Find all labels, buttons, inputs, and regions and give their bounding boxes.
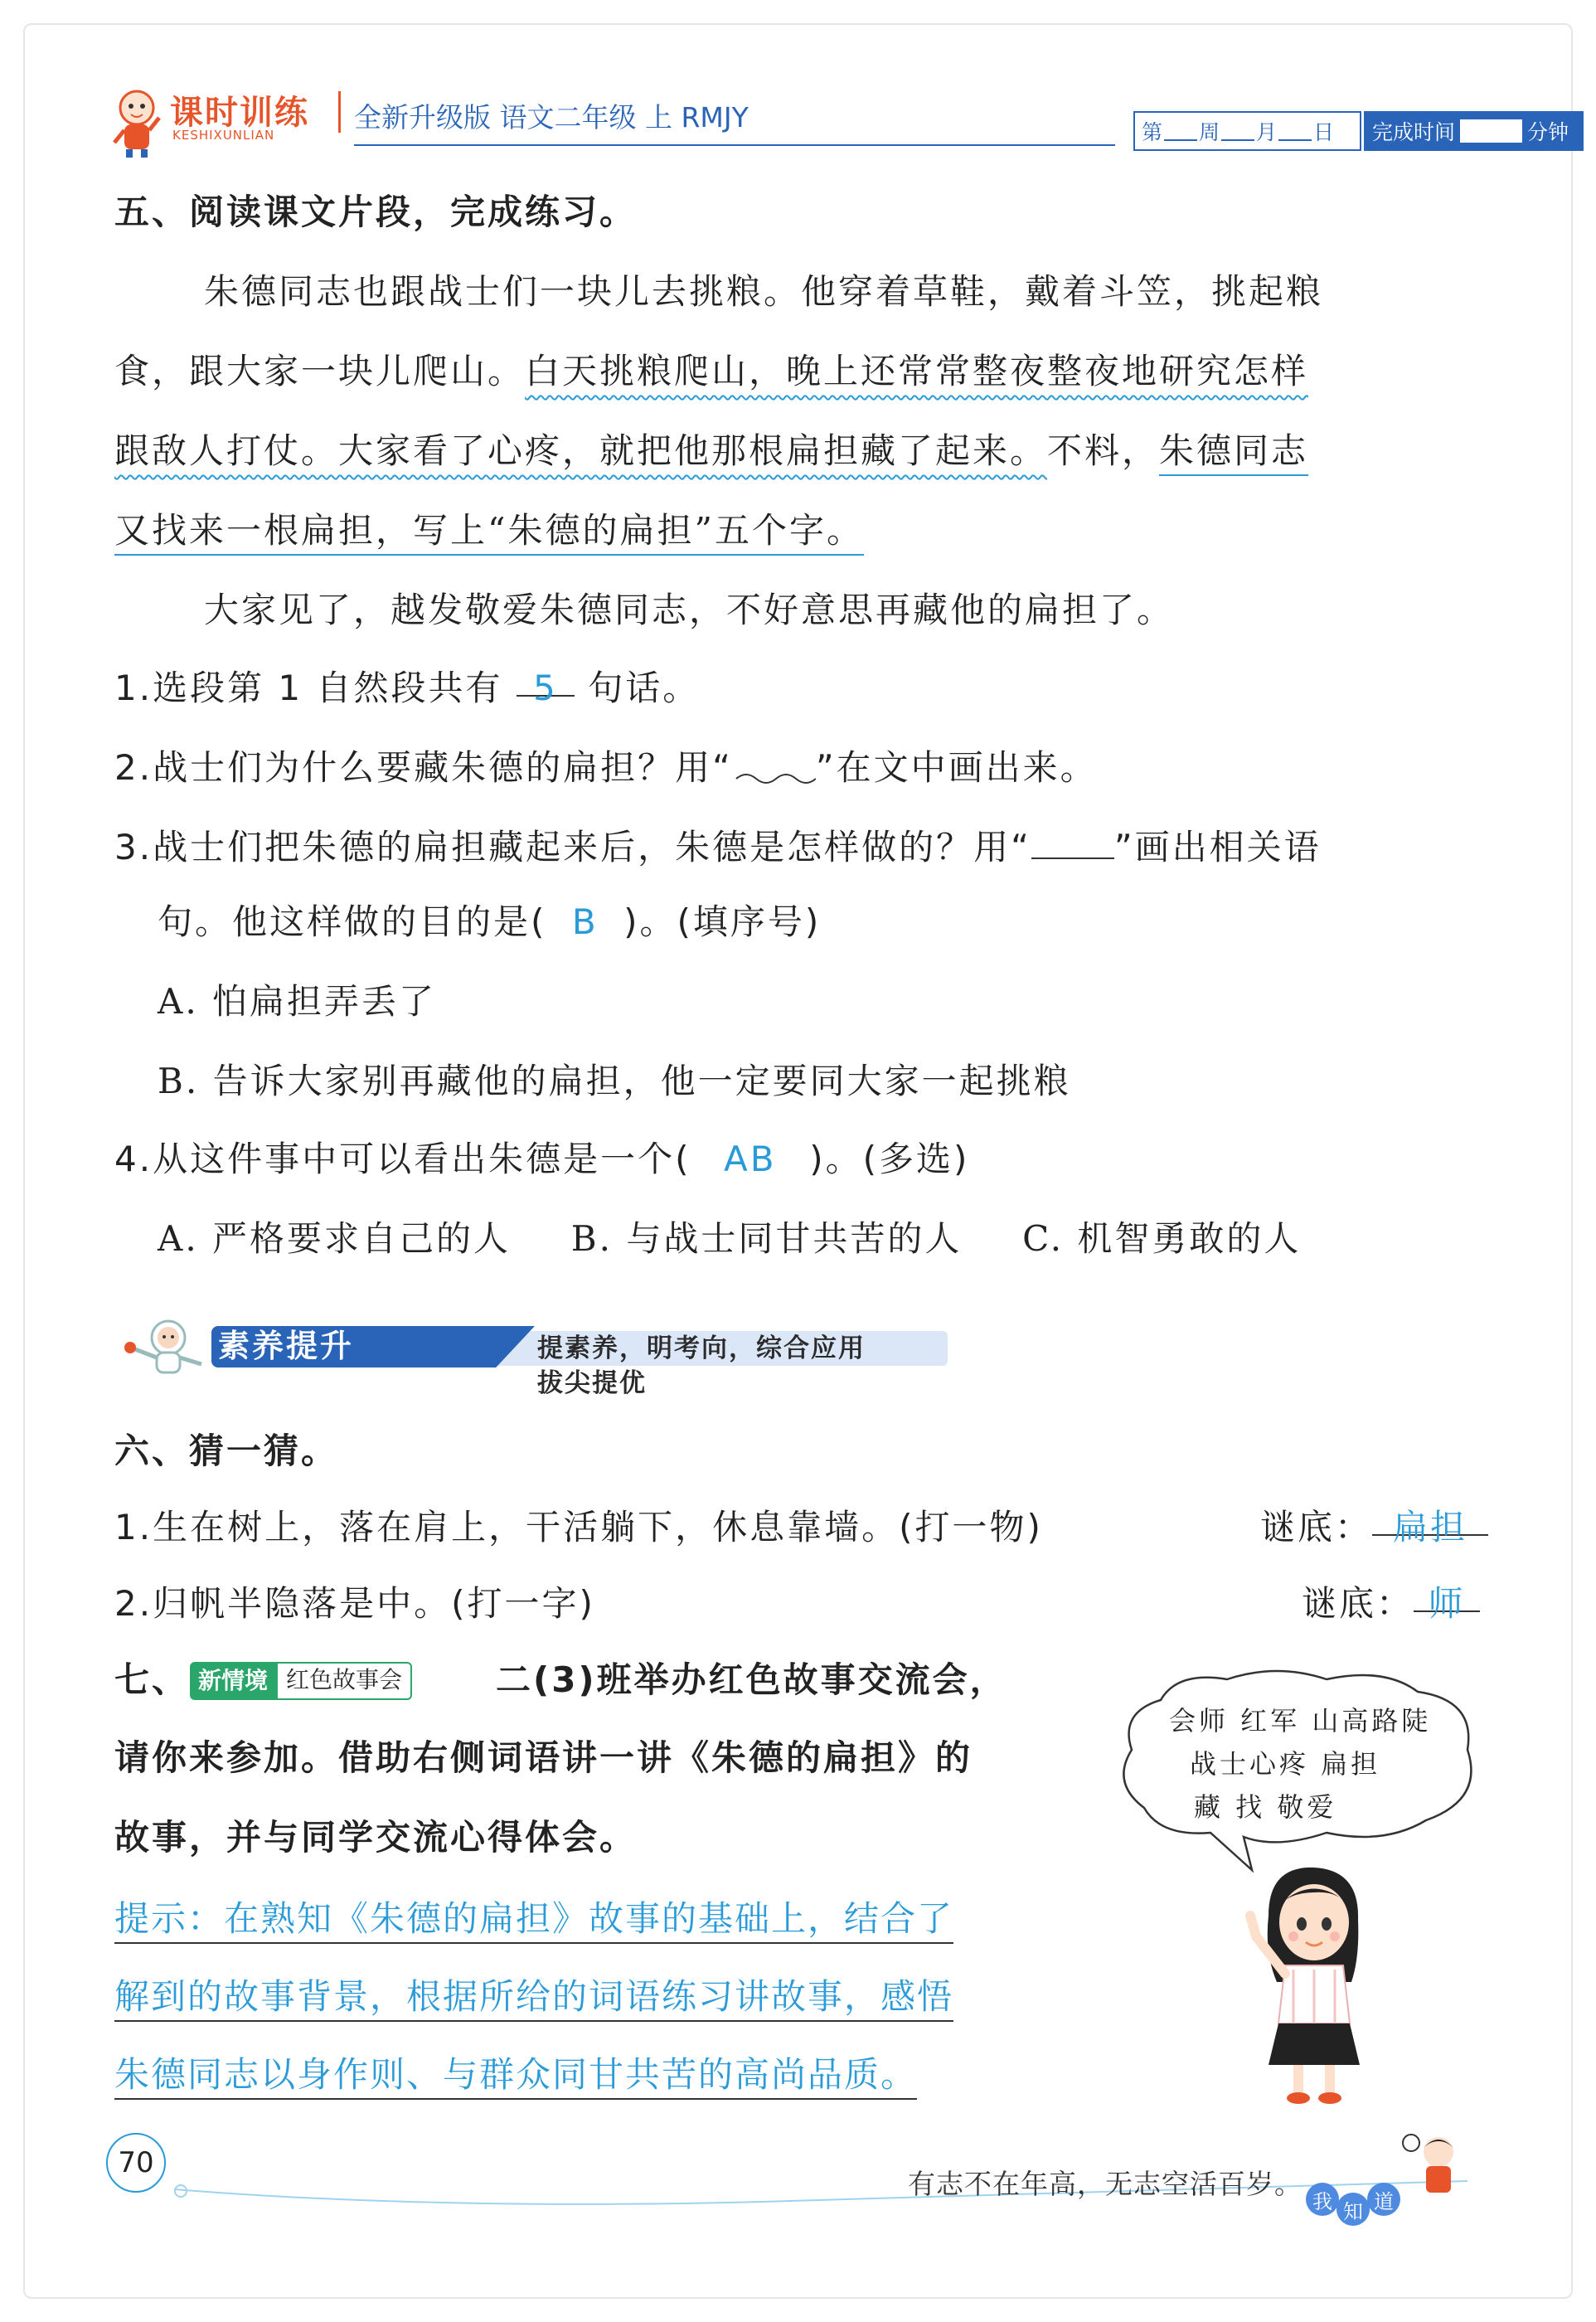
question-3-line-2 (158, 897, 821, 947)
question-3-text: 3.战士们把朱德的扁担藏起来后，朱德是怎样做的？用“ (114, 827, 1031, 867)
footer-badge-1: 我 (1306, 2183, 1339, 2216)
riddle-2-answer-row (1302, 1579, 1480, 1629)
badge-story-meeting: 红色故事会 (276, 1662, 412, 1700)
time-unit: 分钟 (1527, 120, 1569, 144)
wavy-underline-reason-2: 跟敌人打仗。大家看了心疼，就把他那根扁担藏了起来。 (114, 430, 1048, 471)
bubble-words-3: 藏 找 敬爱 (1194, 1791, 1337, 1823)
question-2-text: 2.战士们为什么要藏朱德的扁担？用“ (114, 747, 733, 788)
answer-3[interactable]: B (571, 901, 599, 942)
word-bubble (1111, 1667, 1484, 1849)
hint-text-1: 提示：在熟知《朱德的扁担》故事的基础上，结合了 (114, 1898, 954, 1939)
book-edition: 全新升级版 语文二年级 上 RMJY (354, 101, 749, 134)
riddle-2: 2.归帆半隐落是中。(打一字) (114, 1583, 595, 1624)
riddle-1-answer[interactable]: 扁担 (1372, 1503, 1488, 1536)
time-label: 完成时间 (1372, 120, 1456, 144)
riddle-1-answer-row (1260, 1503, 1488, 1552)
footer-motto: 有志不在年高，无志空活百岁。 (908, 2168, 1303, 2200)
passage-line-2 (114, 347, 1308, 396)
question-2 (114, 743, 1098, 793)
question-4-option-c: C. 机智勇敢的人 (1022, 1218, 1302, 1259)
question-3-l2-text: 句。他这样做的目的是( (158, 901, 547, 942)
header-rule (354, 144, 1115, 146)
soccer-boy-icon (1401, 2131, 1476, 2222)
literacy-banner (119, 1316, 890, 1398)
question-4-option-a: A. 严格要求自己的人 (158, 1218, 512, 1259)
section7-number: 七、 (114, 1659, 190, 1700)
question-4 (114, 1134, 969, 1184)
day-label: 日 (1313, 120, 1335, 144)
riddle-2-answer[interactable]: 师 (1414, 1579, 1480, 1612)
straight-underline-action-1: 朱德同志 (1159, 430, 1309, 471)
wavy-line-icon (733, 754, 816, 787)
brand-title: 课时训练 (170, 94, 309, 132)
astronaut-icon (119, 1316, 218, 1376)
question-3 (114, 823, 1322, 872)
hint-line-2 (114, 1972, 953, 2022)
header-divider (338, 91, 341, 133)
question-2-tail: ”在文中画出来。 (815, 747, 1098, 788)
question-4-tail: )。(多选) (809, 1139, 970, 1179)
section6-title: 六、猜一猜。 (114, 1431, 339, 1471)
riddle-1-label: 谜底： (1260, 1507, 1373, 1547)
passage-line-1: 朱德同志也跟战士们一块儿去挑粮。他穿着草鞋，戴着斗笠，挑起粮 (204, 271, 1324, 312)
straight-line-icon (1031, 826, 1114, 859)
bubble-words-2: 战士心疼 扁担 (1190, 1748, 1381, 1780)
hint-line-1 (114, 1894, 953, 1944)
answer-4[interactable]: AB (724, 1139, 777, 1179)
section7-line-2: 请你来参加。借助右侧词语讲一讲《朱德的扁担》的 (114, 1737, 973, 1778)
question-1 (114, 663, 700, 713)
wavy-underline-reason-1: 白天挑粮爬山，晚上还常常整夜整夜地研究怎样 (525, 351, 1309, 391)
riddle-2-label: 谜底： (1302, 1583, 1414, 1624)
passage-line-3 (114, 426, 1308, 476)
page-header (108, 76, 1569, 159)
passage-line-2a: 食，跟大家一块儿爬山。 (114, 351, 526, 391)
section5-title: 五、阅读课文片段，完成练习。 (114, 192, 638, 232)
time-field[interactable] (1460, 119, 1522, 143)
hint-text-3: 朱德同志以身作则、与群众同甘共苦的高尚品质。 (114, 2054, 918, 2095)
bubble-words-1: 会师 红军 山高路陡 (1169, 1705, 1432, 1737)
question-3-tail: ”画出相关语 (1113, 827, 1322, 867)
section7-line-3: 故事，并与同学交流心得体会。 (114, 1817, 638, 1858)
question-4-options (158, 1214, 1301, 1264)
week-prefix: 第 (1142, 120, 1163, 144)
question-1-tail: 句话。 (588, 668, 701, 708)
brand-subtitle: KESHIXUNLIAN (172, 128, 275, 143)
passage-paragraph-2: 大家见了，越发敬爱朱德同志，不好意思再藏他的扁担了。 (204, 590, 1175, 630)
answer-blank-1[interactable] (517, 663, 575, 708)
time-box (1364, 111, 1584, 151)
riddle-1: 1.生在树上，落在肩上，干活躺下，休息靠墙。(打一物) (114, 1507, 1043, 1547)
week-label: 周 (1199, 120, 1220, 144)
page-number: 70 (106, 2133, 166, 2193)
month-label: 月 (1256, 120, 1278, 144)
section7-line-1: 二(3)班举办红色故事交流会， (496, 1659, 1007, 1700)
hint-text-2: 解到的故事背景，根据所给的词语练习讲故事，感悟 (114, 1976, 954, 2017)
question-3-option-a: A. 怕扁担弄丢了 (158, 981, 437, 1022)
question-3-l2-tail: )。(填序号) (623, 901, 822, 942)
passage-line-4 (114, 506, 864, 556)
question-4-text: 4.从这件事中可以看出朱德是一个( (114, 1139, 691, 1179)
question-1-text: 1.选段第 1 自然段共有 (114, 668, 503, 708)
straight-underline-action-2: 又找来一根扁担，写上“朱德的扁担”五个字。 (114, 510, 864, 551)
question-3-option-b: B. 告诉大家别再藏他的扁担，他一定要同大家一起挑粮 (158, 1061, 1071, 1101)
astronaut-mascot-icon (108, 85, 166, 159)
girl-illustration-icon (1235, 1858, 1385, 2106)
banner-title: 素养提升 (218, 1328, 355, 1364)
badge-new-scenario: 新情境 (190, 1662, 276, 1700)
date-box (1133, 111, 1361, 151)
month-field[interactable] (1221, 121, 1254, 141)
banner-subtitle: 提素养，明考向，综合应用拔尖提优 (537, 1333, 866, 1398)
hint-line-3 (114, 2050, 917, 2100)
new-scenario-badge (190, 1662, 412, 1700)
week-field[interactable] (1164, 121, 1197, 141)
passage-line-3b: 不料， (1047, 430, 1160, 471)
day-field[interactable] (1278, 121, 1312, 141)
footer-badge-3: 道 (1367, 2183, 1400, 2216)
answer-1: 5 (532, 668, 558, 708)
footer-badge-2: 知 (1336, 2193, 1370, 2226)
question-4-option-b: B. 与战士同甘共苦的人 (570, 1218, 963, 1259)
